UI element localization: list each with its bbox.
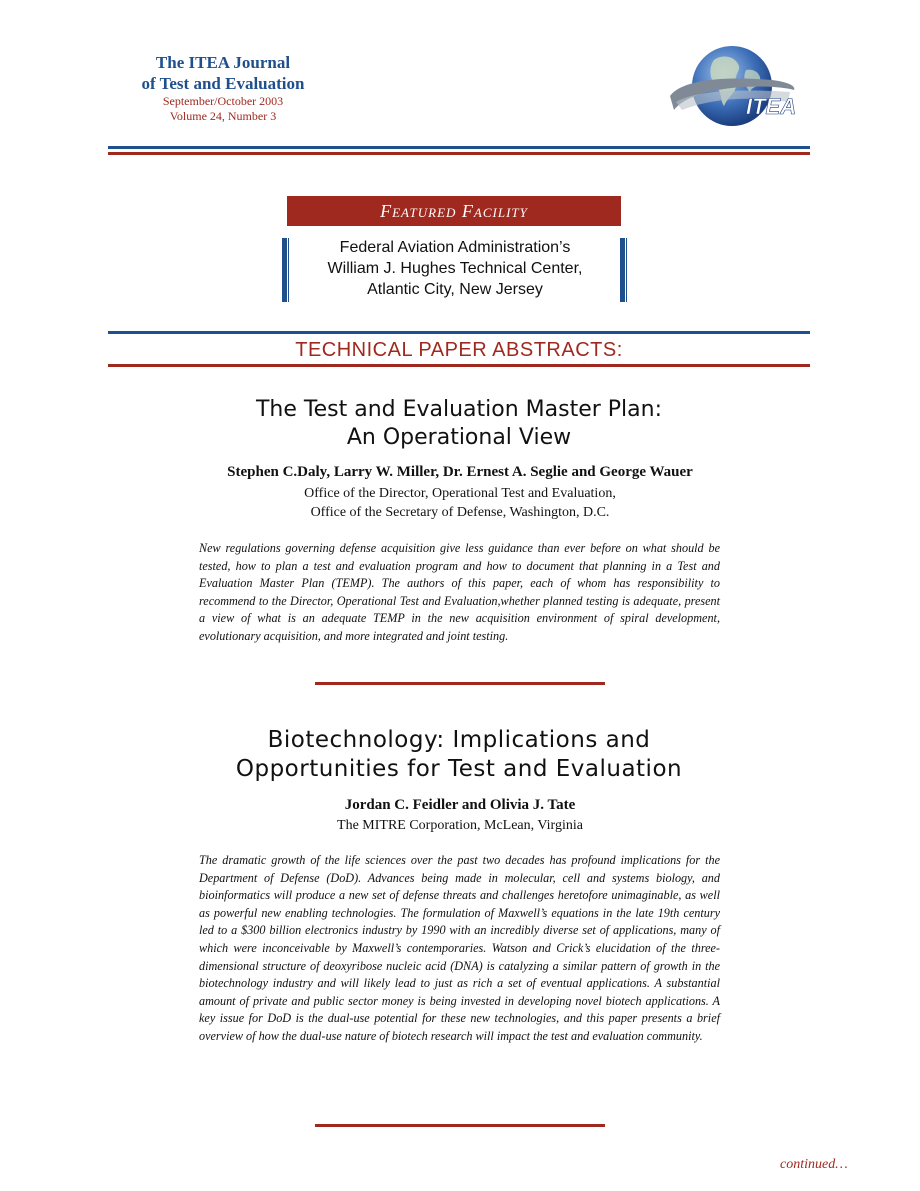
- separator-rule: [315, 682, 605, 685]
- paper1-title: [108, 396, 810, 452]
- paper1-title-line2: An Operational View: [346, 425, 572, 450]
- journal-title-line2: of Test and Evaluation: [141, 74, 305, 93]
- bottom-separator-rule: [315, 1124, 605, 1127]
- paper2-title: [108, 726, 810, 784]
- itea-globe-logo: [662, 40, 802, 136]
- paper2-affil-line1: The MITRE Corporation, McLean, Virginia: [337, 818, 583, 833]
- journal-masthead: [118, 52, 328, 124]
- top-rule-red: [108, 152, 810, 155]
- paper2-affiliation: [150, 816, 770, 835]
- section-heading: TECHNICAL PAPER ABSTRACTS:: [295, 339, 623, 361]
- featured-facility-text: [292, 237, 618, 300]
- section-rule-blue: [108, 331, 810, 334]
- paper1-affil-line1: Office of the Director, Operational Test and Evaluation,: [304, 486, 616, 501]
- featured-left-bar: [282, 238, 287, 302]
- paper1-abstract: New regulations governing defense acquisition give less guidance than ever before on what should be tested, how to plan a test and evaluation program and how to document that planning in a Test and Evaluation Master Plan (TEMP). The authors of this paper, each of whom has responsibility to recommend to the Director, Operational Test and Evaluation,whether planned testing is adequate, present a view of what is an adequate TEMP in the new acquisition environment of spiral development, evolutionary acquisition, and more integrated and joint testing.: [199, 541, 720, 643]
- facility-line3: Atlantic City, New Jersey: [367, 281, 543, 298]
- facility-line1: Federal Aviation Administration’s: [339, 239, 571, 256]
- section-rule-red: [108, 364, 810, 367]
- facility-line2: William J. Hughes Technical Center,: [327, 260, 583, 277]
- paper1-title-line1: The Test and Evaluation Master Plan:: [255, 397, 663, 422]
- paper1-affil-line2: Office of the Secretary of Defense, Washington, D.C.: [310, 505, 610, 520]
- journal-title-line1: The ITEA Journal: [155, 53, 291, 72]
- paper2-title-line2: Opportunities for Test and Evaluation: [235, 756, 683, 782]
- top-rule-blue: [108, 146, 810, 149]
- featured-facility-banner: Featured Facility: [287, 196, 621, 226]
- featured-right-bar: [620, 238, 625, 302]
- paper2-abstract: The dramatic growth of the life sciences over the past two decades has profound implications for the Department of Defense (DoD). Advances being made in molecular, cell and systems biology, and bioinformatics will produce a new set of defense threats and challenges heretofore unimaginable, as well as powerful new enabling technologies. The formulation of Maxwell’s equations in the late 19th century led to a $300 billion electronics industry by 1990 with an incredibly diverse set of applications, many of which were inconceivable by Maxwell’s contemporaries. Watson and Crick’s elucidation of the three-dimensional structure of deoxyribose nucleic acid (DNA) is catalyzing a similar pattern of growth in the biotechnology industry and will likely lead to just as rich a set of eventual applications. A substantial amount of private and public sector money is being invested in developing novel biotech applications. A key issue for DoD is the dual-use potential for these new technologies, and this paper presents a brief overview of how the dual-use nature of biotech research will impact the test and evaluation community.: [199, 853, 720, 1043]
- paper1-affiliation: [150, 484, 770, 522]
- logo-text: ITEA: [746, 94, 797, 119]
- continued-note: continued…: [780, 1157, 848, 1172]
- volume-number: Volume 24, Number 3: [169, 109, 277, 123]
- paper2-title-line1: Biotechnology: Implications and: [267, 727, 651, 753]
- paper2-authors: Jordan C. Feidler and Olivia J. Tate: [344, 797, 576, 813]
- issue-date: September/October 2003: [162, 94, 284, 108]
- paper1-authors: Stephen C.Daly, Larry W. Miller, Dr. Ernest A. Seglie and George Wauer: [227, 464, 693, 480]
